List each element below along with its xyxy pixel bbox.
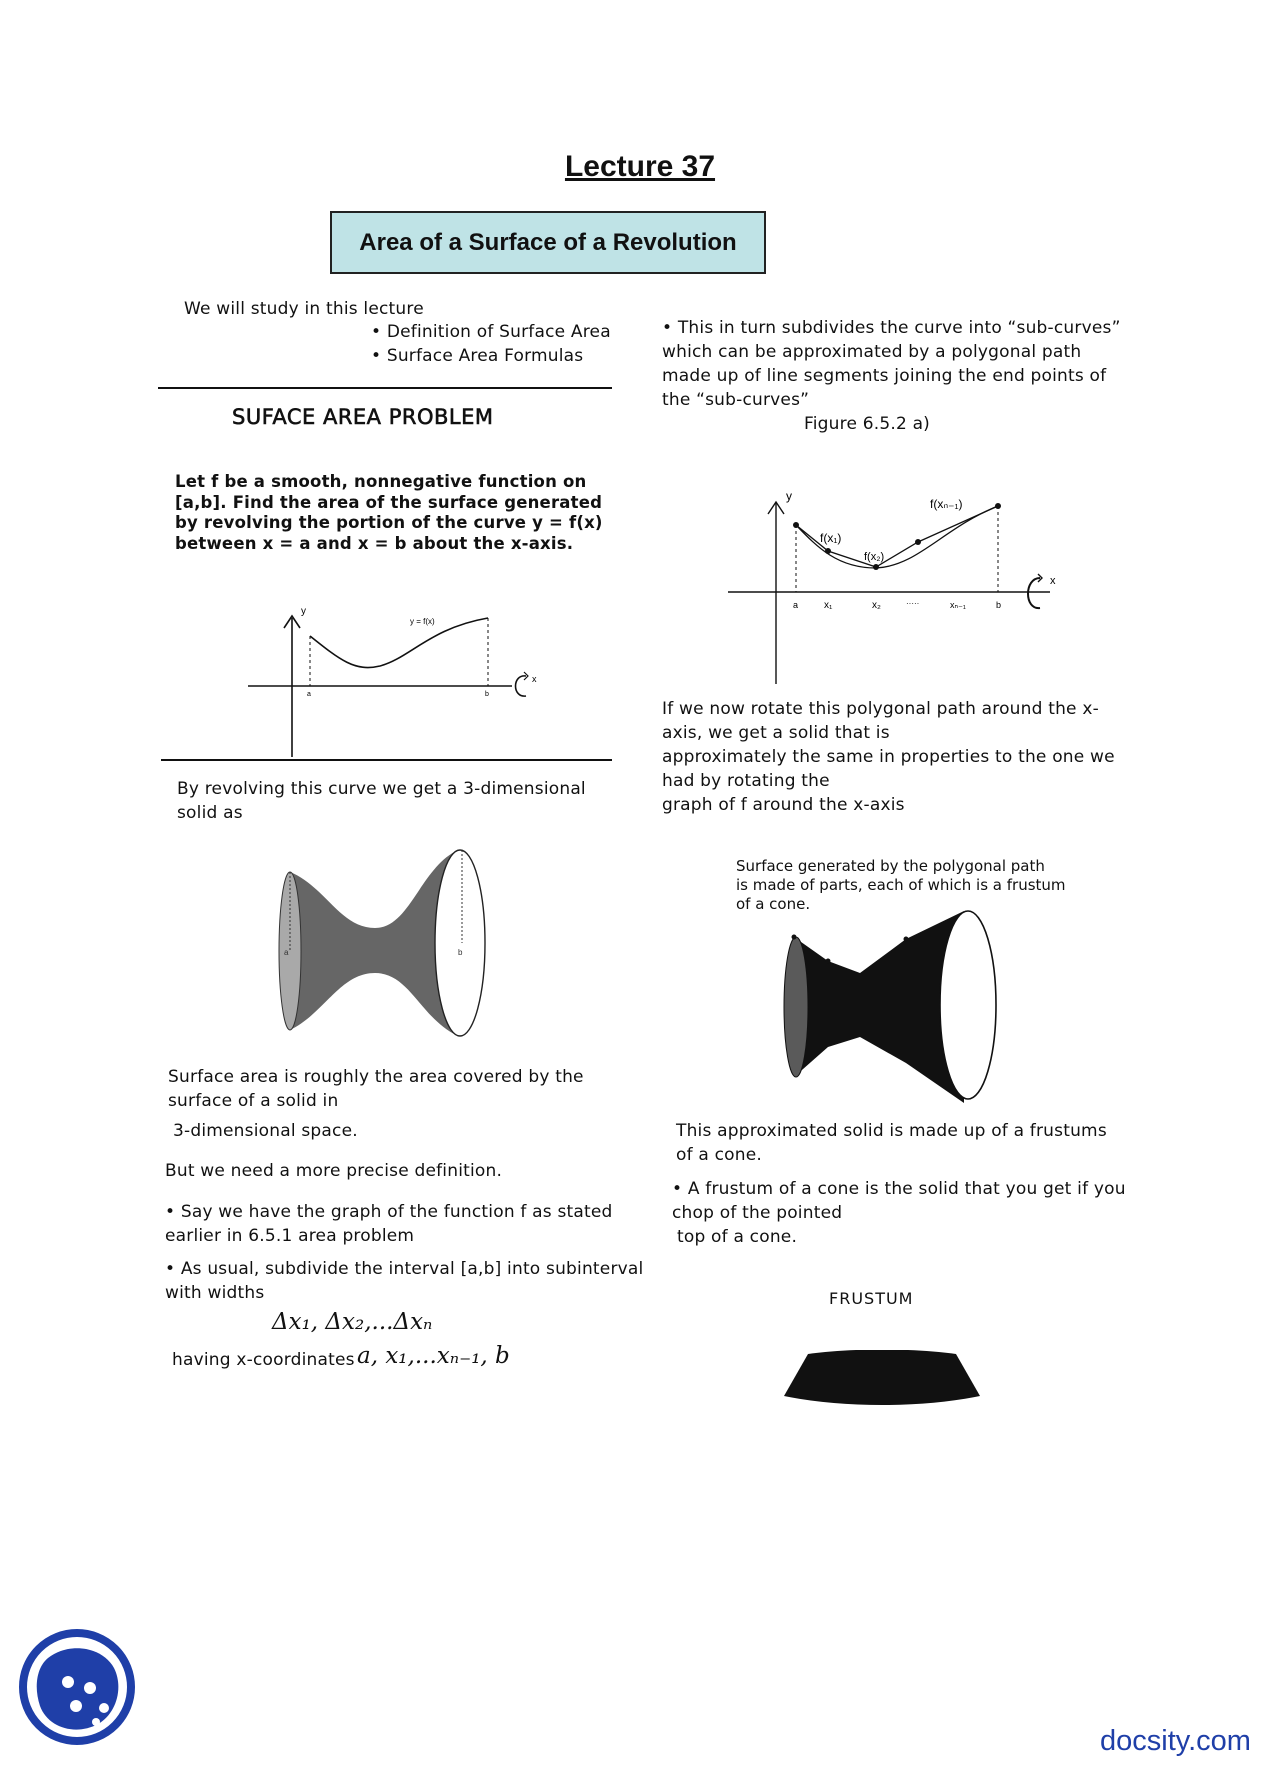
usual-text — [165, 1257, 643, 1305]
say-text — [165, 1200, 613, 1248]
polygonal-graph — [728, 488, 1068, 688]
frustum-heading: FRUSTUM — [829, 1289, 914, 1308]
brand-watermark[interactable]: docsity.com — [1100, 1725, 1251, 1757]
problem-line-4: between x = a and x = b about the x-axis. — [175, 533, 574, 553]
tick-xn1: xₙ₋₁ — [950, 600, 966, 610]
approx-line-2: of a cone. — [676, 1145, 762, 1165]
usual-line-1: • As usual, subdivide the interval [a,b] into subinterval — [165, 1259, 644, 1279]
say-line-1: • Say we have the graph of the function f as stated — [165, 1202, 613, 1222]
subdivide-line-4: the “sub-curves” — [662, 390, 810, 410]
divider-bottom — [161, 759, 612, 761]
rotation-icon — [1028, 578, 1040, 608]
subdivide-line-2: which can be approximated by a polygonal path — [662, 342, 1082, 362]
rotate-line-4: had by rotating the — [662, 771, 830, 791]
vertex-2 — [826, 959, 831, 964]
rotate-line-1: If we now rotate this polygonal path around the x- — [662, 699, 1099, 719]
say-line-2: earlier in 6.5.1 area problem — [165, 1226, 415, 1246]
rotate-line-3: approximately the same in properties to the one we — [662, 747, 1115, 767]
rotate-text — [662, 697, 1115, 817]
solid-b-label: b — [458, 948, 463, 957]
approx-line-1: This approximated solid is made up of a frustums — [676, 1121, 1107, 1141]
approx-text — [676, 1119, 1107, 1167]
solid-of-revolution — [270, 838, 490, 1044]
frustum-line-2: chop of the pointed — [672, 1203, 843, 1223]
point-xn1 — [915, 539, 921, 545]
subtitle-box — [330, 211, 766, 274]
point-x1 — [825, 548, 831, 554]
vertex-1 — [792, 935, 797, 940]
docsity-logo-icon — [18, 1628, 136, 1746]
solid-a-label: a — [284, 948, 289, 957]
subtitle: Area of a Surface of a Revolution — [359, 228, 737, 256]
revolve-line-2: solid as — [177, 803, 243, 823]
surface-line-2: surface of a solid in — [168, 1091, 339, 1111]
rotate-line-5: graph of f around the x-axis — [662, 795, 905, 815]
frustum-shape — [782, 1350, 982, 1406]
problem-line-3: by revolving the portion of the curve y = f(x) — [175, 513, 603, 532]
point-x2 — [873, 564, 879, 570]
intro-bullet-2: • Surface Area Formulas — [371, 346, 584, 366]
coords-formula: a, x₁,...xₙ₋₁, b — [357, 1343, 510, 1369]
x-label: x — [1050, 575, 1056, 587]
solid-body — [290, 850, 458, 1036]
polygonal-solid — [780, 905, 1000, 1105]
tick-b: b — [996, 600, 1002, 610]
problem-statement — [175, 472, 603, 554]
polygonal-solid-body — [794, 911, 964, 1103]
curve-label: y = f(x) — [410, 617, 435, 626]
subdivide-line-1: • This in turn subdivides the curve into “sub-curves” — [662, 318, 1121, 338]
frustum-line-1: • A frustum of a cone is the solid that you get if you — [672, 1179, 1126, 1199]
left-end-ellipse — [784, 937, 808, 1077]
frustum-line-3: top of a cone. — [677, 1227, 798, 1247]
polygon-caption-3: of a cone. — [736, 895, 811, 913]
surface-line-3: 3-dimensional space. — [173, 1121, 358, 1141]
curve-graph — [240, 600, 560, 760]
b-label: b — [485, 691, 489, 698]
page-title: Lecture 37 — [564, 150, 716, 183]
figure-caption: Figure 6.5.2 a) — [804, 414, 931, 434]
function-curve — [310, 618, 488, 668]
vertex-3 — [904, 937, 909, 942]
section-heading: SUFACE AREA PROBLEM — [232, 405, 494, 429]
frustum-body — [784, 1350, 980, 1405]
right-end-ellipse — [435, 850, 485, 1036]
problem-line-2: [a,b]. Find the area of the surface generated — [175, 492, 603, 512]
tick-x2: x₂ — [872, 600, 881, 611]
y-label: y — [301, 606, 306, 617]
tick-x1: x₁ — [824, 600, 833, 611]
widths-formula: Δx₁, Δx₂,...Δxₙ — [272, 1309, 433, 1335]
divider-top — [158, 387, 612, 389]
intro-bullet-1: • Definition of Surface Area — [371, 322, 611, 342]
tick-dots: ····· — [906, 599, 920, 608]
polygon-caption-1: Surface generated by the polygonal path — [736, 857, 1045, 875]
problem-line-1: Let f be a smooth, nonnegative function on — [175, 472, 587, 491]
x-label: x — [532, 674, 537, 684]
usual-line-2: with widths — [165, 1283, 265, 1303]
y-label: y — [786, 489, 792, 503]
f-x2-label: f(x₂) — [864, 551, 885, 563]
subdivide-text — [662, 316, 1121, 412]
intro-lead: We will study in this lecture — [184, 299, 424, 319]
subdivide-line-3: made up of line segments joining the end points of — [662, 366, 1107, 386]
a-label: a — [307, 691, 311, 698]
precise-text: But we need a more precise definition. — [165, 1161, 503, 1181]
f-x1-label: f(x₁) — [820, 531, 842, 545]
coords-label: having x-coordinates — [172, 1350, 355, 1370]
tick-a: a — [793, 600, 799, 610]
surface-text — [168, 1065, 584, 1113]
surface-line-1: Surface area is roughly the area covered by the — [168, 1067, 584, 1087]
frustum-text — [672, 1177, 1126, 1249]
revolve-line-1: By revolving this curve we get a 3-dimensional — [177, 779, 586, 799]
f-xn1-label: f(xₙ₋₁) — [930, 497, 963, 511]
revolve-text — [177, 777, 586, 825]
rotate-line-2: axis, we get a solid that is — [662, 723, 890, 743]
right-end-ellipse — [940, 911, 996, 1099]
polygon-caption-2: is made of parts, each of which is a frustum — [736, 876, 1066, 894]
